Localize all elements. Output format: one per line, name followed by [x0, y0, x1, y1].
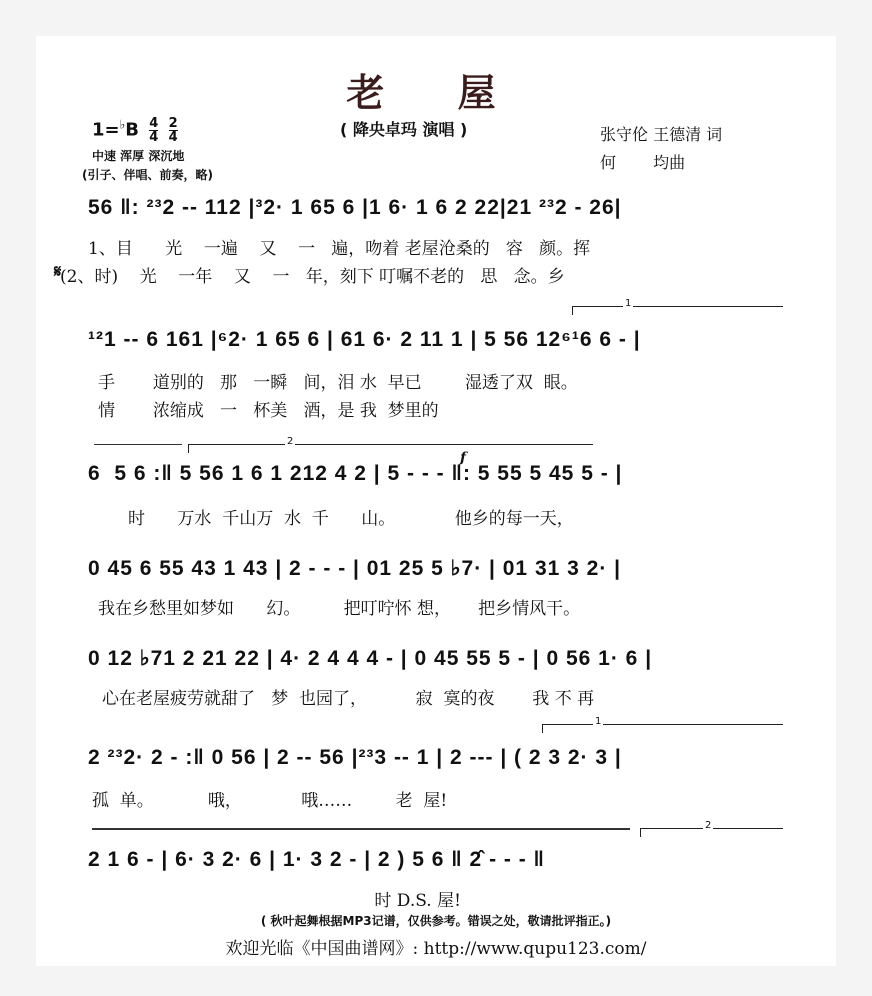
- lyric-verse-1: 手 道别的 那 一瞬 间，泪 水 早已 湿透了双 眼。: [98, 373, 578, 393]
- time-signature-4-4: $\frac{4}{4}$: [149, 116, 159, 145]
- lyric-verse-1: 我在乡愁里如梦如 幻。 把叮咛怀 想， 把乡情风干。: [98, 599, 581, 619]
- volta-continuation: [94, 444, 182, 445]
- notation-line: 0 12 ♭71 2 21 22 | 4· 2 4 4 4 - | 0 45 55 5 - | 0 56 1· 6 |: [88, 647, 653, 670]
- forte-dynamic: f: [460, 450, 467, 466]
- song-title: 老 屋: [346, 70, 526, 115]
- key-signature: [92, 117, 178, 144]
- flat-icon: ♭: [119, 117, 126, 132]
- notation-line: 2 ²³2· 2 - :‖ 0 56 | 2 -- 56 |²³3 -- 1 | 2 --- | ( 2 3 2· 3 |: [88, 746, 622, 769]
- lyric-verse-1: 心在老屋疲劳就甜了 梦 也园了， 寂 寞的夜 我 不 再: [102, 689, 595, 709]
- lyric-verse-1: 孤 单。 哦， 哦…… 老 屋!: [92, 791, 448, 811]
- time-signature-2-4: $\frac{2}{4}$: [168, 116, 178, 145]
- volta-bracket-2: 2: [188, 444, 593, 453]
- key-note: B: [125, 119, 140, 141]
- intro-note: (引子、伴唱、前奏，略): [82, 168, 213, 182]
- lyric-verse-2: 情 浓缩成 一 杯美 酒，是 我 梦里的: [98, 401, 439, 421]
- key-label: 1=: [92, 119, 120, 141]
- transcriber-note: ( 秋叶起舞根据MP3记谱，仅供参考。错误之处，敬请批评指正。): [260, 914, 612, 928]
- notation-line: 2 1 6 - | 6· 3 2· 6 | 1· 3 2 - | 2 ) 5 6 ‖ 2̂ - - - ‖: [88, 848, 545, 871]
- notation-line: ¹²1 -- 6 161 |⁶2· 1 65 6 | 61 6· 2 11 1 | 5 56 12⁶¹6 6 - |: [88, 328, 641, 351]
- volta-bracket-1b: 1: [542, 724, 783, 733]
- lyric-verse-1: 时 万水 千山万 水 千 山。 他乡的每一天，: [128, 509, 574, 529]
- composer-credit: 何 均曲: [600, 153, 686, 172]
- volta-bracket-2b: 2: [640, 828, 783, 837]
- notation-line: 6 5 6 :‖ 5 56 1 6 1 212 4 2 | 5 - - - ‖: 5 55 5 45 5 - |: [88, 462, 623, 485]
- lyric-verse-1: 1、目 光 一遍 又 一 遍，吻着 老屋沧桑的 容 颜。挥: [88, 239, 591, 259]
- lyric-verse-2: (2、时) 光 一年 又 一 年，刻下 叮嘱不老的 思 念。乡: [60, 267, 565, 287]
- website-link[interactable]: 欢迎光临《中国曲谱网》: http://www.qupu123.com/: [225, 939, 647, 959]
- lyric-verse-1: 时 D.S. 屋!: [88, 891, 461, 911]
- notation-line: 0 45 6 55 43 1 43 | 2 - - - | 01 25 5 ♭7· | 01 31 3 2· |: [88, 557, 622, 580]
- segno-icon: 𝄋: [54, 262, 62, 282]
- notation-line: 56 ‖: ²³2 -- 112 |³2· 1 65 6 |1 6· 1 6 2 22|21 ²³2 - 26|: [88, 196, 622, 219]
- volta-bracket-1: 1: [572, 306, 783, 315]
- volta-continuation: [92, 828, 630, 830]
- lyricist-credit: 张守伦 王德清 词: [600, 125, 723, 144]
- tempo-marking: 中速 浑厚 深沉地: [92, 149, 185, 163]
- singer-credit: ( 降央卓玛 演唱 ): [340, 120, 468, 139]
